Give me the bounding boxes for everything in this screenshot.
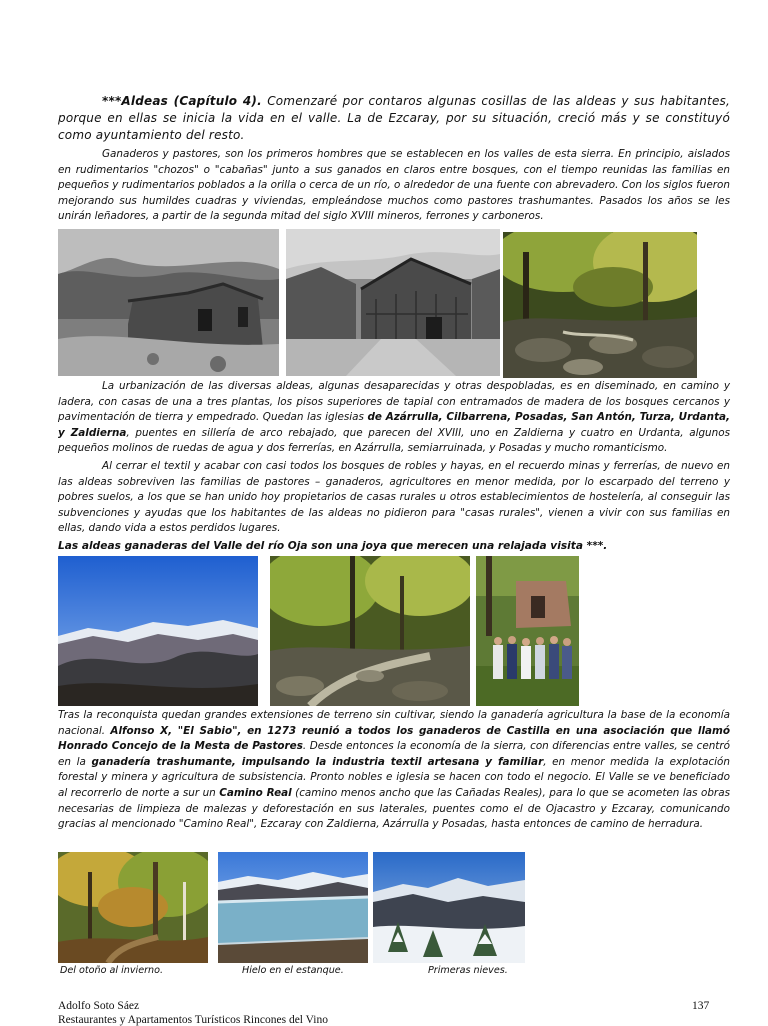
- transhumance-highlight: ganadería trashumante, impulsando la industria textil artesana y familiar: [91, 755, 544, 768]
- intro-text: Comenzaré por contaros algunas cosillas de las aldeas y sus habitantes, porque en ellas se inicia la vida en el valle. La de Ezcaray, por su situación, creció más y se constituyó como ayuntamiento del resto.: [58, 94, 730, 142]
- photo-group-people: [476, 556, 579, 706]
- photo-first-snow: [373, 852, 525, 963]
- photo-autumn-forest: [58, 852, 208, 963]
- chapter-heading: ***Aldeas (Capítulo 4).: [102, 94, 262, 108]
- photo-frozen-pond: [218, 852, 368, 963]
- photo-stone-ruins: [58, 229, 279, 376]
- urbanization-text-a: La urbanización de las diversas aldeas, algunas desaparecidas y otras despobladas, es en diseminado, en camino y ladera, con casas de una a tres plantas, los pisos superiores de tapial con entramados de madera de los bosques cercanos y pavimentación de tierra y empedrado. Quedan las iglesias: [58, 380, 730, 424]
- reconquest-text-e: , en menor medida la explotación forestal y minera y agricultura de subsistencia. Pronto nobles e iglesia se hacen con todo el negocio. El Valle se ve beneficiado al recorrerlo de norte a sur un: [58, 755, 731, 799]
- paragraph-reconquest: [58, 708, 730, 833]
- tagline-visit: Las aldeas ganaderas del Valle del río Oja son una joya que merecen una relajada visita ***.: [58, 540, 608, 552]
- intro-paragraph: [58, 93, 730, 144]
- camino-real-highlight: Camino Real: [219, 786, 292, 799]
- mesta-highlight: Alfonso X, "El Sabio", en 1273 reunió a todos los ganaderos de Castilla en una asociación que llamó Honrado Concejo de la Mesta de Pastores: [58, 724, 730, 753]
- reconquest-text-g: (camino menos ancho que las Cañadas Reales), para lo que se acometen las obras necesarias de limpieza de malezas y deforestación en sus laterales, puentes como el de Ojacastro y Ezcaray, comunicando gracias al mencionado "Camino Real", Ezcaray con Zaldierna, Azárrulla y Posadas, hasta entonces de camino de herradura.: [58, 786, 730, 831]
- caption-frozen-pond: Hielo en el estanque.: [242, 965, 344, 976]
- footer-author: Adolfo Soto Sáez: [58, 1000, 140, 1012]
- caption-autumn: Del otoño al invierno.: [60, 965, 164, 976]
- churches-list: de Azárrulla, Cilbarrena, Posadas, San Antón, Turza, Urdanta, y Zaldierna: [58, 411, 730, 439]
- page-number: 137: [692, 1000, 710, 1012]
- reconquest-text-a: Tras la reconquista quedan grandes extensiones de terreno sin cultivar, siendo la ganadería agricultura la base de la economía nacional.: [58, 709, 730, 737]
- footer-business: Restaurantes y Apartamentos Turísticos Rincones del Vino: [58, 1014, 328, 1026]
- photo-snowy-mountains: [58, 556, 258, 706]
- urbanization-text-c: , puentes en sillería de arco rebajado, que parecen del XVIII, uno en Zaldierna y cuatro en Urdanta, algunos pequeños molinos de ruedas de agua y dos ferrerías, en Azárrulla, semiarruinada, y Posadas y mucho romanticismo.: [58, 426, 731, 455]
- reconquest-text-c: . Desde entonces la economía de la sierra, con diferencias entre valles, se centró en la: [58, 740, 730, 768]
- photo-forest-river: [270, 556, 470, 706]
- photo-forest-stream: [503, 232, 697, 378]
- paragraph-urbanization: [58, 379, 730, 457]
- caption-first-snow: Primeras nieves.: [428, 965, 508, 976]
- paragraph-textile: Al cerrar el textil y acabar con casi todos los bosques de robles y hayas, en el recuerdo minas y ferrerías, de nuevo en las aldeas sobreviven las familias de pastores – ganaderos, agricultores en menor medida, por lo escarpado del terreno y pobres suelos, a los que se han unido hoy propietarios de casas rurales u otros establecimientos de hostelería, al conseguir las subvenciones y ayudas que los habitantes de las aldeas no pidieron para "casas rurales", vienen a vivir con sus familias en ellas, dando vida a estos perdidos lugares.: [58, 460, 730, 535]
- paragraph-shepherds: Ganaderos y pastores, son los primeros hombres que se establecen en los valles de esta sierra. En principio, aislados en rudimentarios "chozos" o "cabañas" junto a sus ganados en claros entre bosques, con el tiempo reunidas las familias en pequeños y rudimentarios poblados a la orilla o cerca de un río, o alrededor de una fuente con abrevadero. Con los siglos fueron mejorando sus humildes cuadras y viviendas, empleándose muchos como pastores trashumantes. Pasados los años se les unirán leñadores, a partir de la segunda mitad del siglo XVIII mineros, ferrones y carboneros.: [58, 148, 730, 223]
- photo-timber-houses: [286, 229, 500, 376]
